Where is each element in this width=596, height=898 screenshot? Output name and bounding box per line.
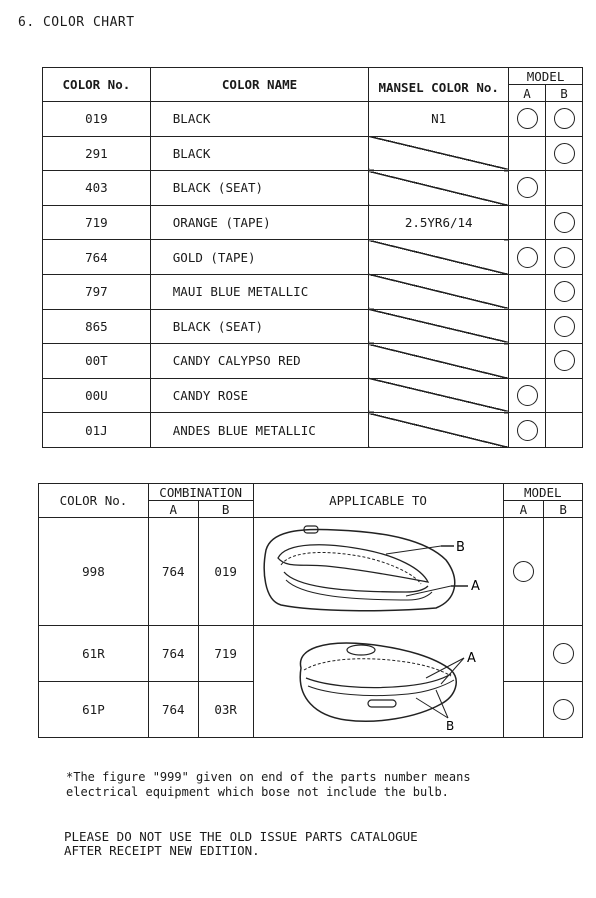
combo-b: 719 (198, 626, 253, 682)
header-color-name: COLOR NAME (150, 68, 369, 102)
combination-table (38, 483, 583, 738)
mansel-color-no (369, 378, 509, 413)
circle-mark-icon (517, 108, 538, 129)
model-b-cell (546, 378, 583, 413)
color-name: BLACK (150, 102, 369, 137)
header-comb-b: B (198, 501, 253, 518)
color-name: CANDY ROSE (150, 378, 369, 413)
circle-mark-icon (554, 212, 575, 233)
model-a-cell (509, 344, 546, 379)
callout-a: A (466, 651, 476, 666)
circle-mark-icon (554, 108, 575, 129)
circle-mark-icon (554, 247, 575, 268)
model-b-cell (546, 413, 583, 448)
mansel-color-no (369, 136, 509, 171)
tank-top-drawing (256, 628, 501, 732)
table-row (43, 240, 583, 275)
model-b-cell (546, 205, 583, 240)
color-name: MAUI BLUE METALLIC (150, 274, 369, 309)
color-name: ORANGE (TAPE) (150, 205, 369, 240)
model-a-cell (503, 518, 544, 626)
model-a-cell (509, 240, 546, 275)
notice: PLEASE DO NOT USE THE OLD ISSUE PARTS CATALOGUE AFTER RECEIPT NEW EDITION. (64, 829, 418, 858)
combo-b: 03R (198, 682, 253, 738)
color-no: 719 (43, 205, 151, 240)
model-a-cell (509, 205, 546, 240)
color-name: CANDY CALYPSO RED (150, 344, 369, 379)
color-no: 403 (43, 171, 151, 206)
circle-mark-icon (553, 699, 574, 720)
model-b-cell (546, 274, 583, 309)
combo-color-no: 998 (39, 518, 149, 626)
table-row (43, 413, 583, 448)
circle-mark-icon (517, 385, 538, 406)
callout-b: B (455, 540, 465, 555)
mansel-color-no: N1 (369, 102, 509, 137)
model-b-cell (546, 344, 583, 379)
color-no: 291 (43, 136, 151, 171)
header-combination: COMBINATION (148, 484, 253, 501)
header-color-no: COLOR No. (43, 68, 151, 102)
combo-a: 764 (148, 518, 198, 626)
table-row (39, 626, 583, 682)
combo-a: 764 (148, 682, 198, 738)
model-a-cell (509, 413, 546, 448)
combo-color-no: 61P (39, 682, 149, 738)
callout-b: B (445, 719, 454, 732)
mansel-color-no (369, 413, 509, 448)
model-b-cell (546, 102, 583, 137)
circle-mark-icon (517, 420, 538, 441)
fuel-tank-side-illustration (253, 518, 503, 626)
color-name: ANDES BLUE METALLIC (150, 413, 369, 448)
header-model-b: B (544, 501, 583, 518)
model-a-cell (503, 626, 544, 682)
model-a-cell (503, 682, 544, 738)
table-row (43, 378, 583, 413)
color-chart-table (42, 67, 583, 448)
circle-mark-icon (554, 316, 575, 337)
model-a-cell (509, 102, 546, 137)
header-model-a: A (509, 85, 546, 102)
model-b-cell (544, 518, 583, 626)
circle-mark-icon (553, 643, 574, 664)
model-b-cell (544, 682, 583, 738)
fuel-tank-top-illustration (253, 626, 503, 738)
model-b-cell (546, 136, 583, 171)
color-no: 00U (43, 378, 151, 413)
color-name: BLACK (SEAT) (150, 309, 369, 344)
color-no: 01J (43, 413, 151, 448)
header-model: MODEL (503, 484, 582, 501)
color-no: 797 (43, 274, 151, 309)
mansel-color-no (369, 274, 509, 309)
header-model: MODEL (509, 68, 583, 85)
circle-mark-icon (517, 177, 538, 198)
footnote: *The figure "999" given on end of the parts number means electrical equipment which bose not include the bulb. (66, 770, 471, 799)
mansel-color-no (369, 171, 509, 206)
header-comb-a: A (148, 501, 198, 518)
circle-mark-icon (554, 281, 575, 302)
combo-color-no: 61R (39, 626, 149, 682)
header-applicable-to: APPLICABLE TO (253, 484, 503, 518)
page-title: 6. COLOR CHART (18, 15, 135, 30)
header-model-b: B (546, 85, 583, 102)
color-name: BLACK (SEAT) (150, 171, 369, 206)
model-a-cell (509, 171, 546, 206)
circle-mark-icon (513, 561, 534, 582)
color-name: BLACK (150, 136, 369, 171)
callout-a: A (470, 579, 480, 594)
model-b-cell (546, 171, 583, 206)
header-model-a: A (503, 501, 544, 518)
circle-mark-icon (554, 350, 575, 371)
color-no: 865 (43, 309, 151, 344)
model-a-cell (509, 274, 546, 309)
table-row (43, 205, 583, 240)
model-a-cell (509, 136, 546, 171)
model-b-cell (546, 240, 583, 275)
table-row (43, 171, 583, 206)
color-no: 019 (43, 102, 151, 137)
mansel-color-no (369, 309, 509, 344)
tank-side-drawing (256, 520, 501, 620)
header-color-no: COLOR No. (39, 484, 149, 518)
mansel-color-no (369, 344, 509, 379)
mansel-color-no (369, 240, 509, 275)
model-b-cell (544, 626, 583, 682)
circle-mark-icon (554, 143, 575, 164)
table-row (43, 344, 583, 379)
model-b-cell (546, 309, 583, 344)
table-row (43, 136, 583, 171)
table-row (39, 518, 583, 626)
header-mansel: MANSEL COLOR No. (369, 68, 509, 102)
model-a-cell (509, 309, 546, 344)
color-no: 00T (43, 344, 151, 379)
table-row (43, 309, 583, 344)
color-no: 764 (43, 240, 151, 275)
color-name: GOLD (TAPE) (150, 240, 369, 275)
circle-mark-icon (517, 247, 538, 268)
combo-b: 019 (198, 518, 253, 626)
table-row (43, 274, 583, 309)
table-row (43, 102, 583, 137)
mansel-color-no: 2.5YR6/14 (369, 205, 509, 240)
combo-a: 764 (148, 626, 198, 682)
model-a-cell (509, 378, 546, 413)
